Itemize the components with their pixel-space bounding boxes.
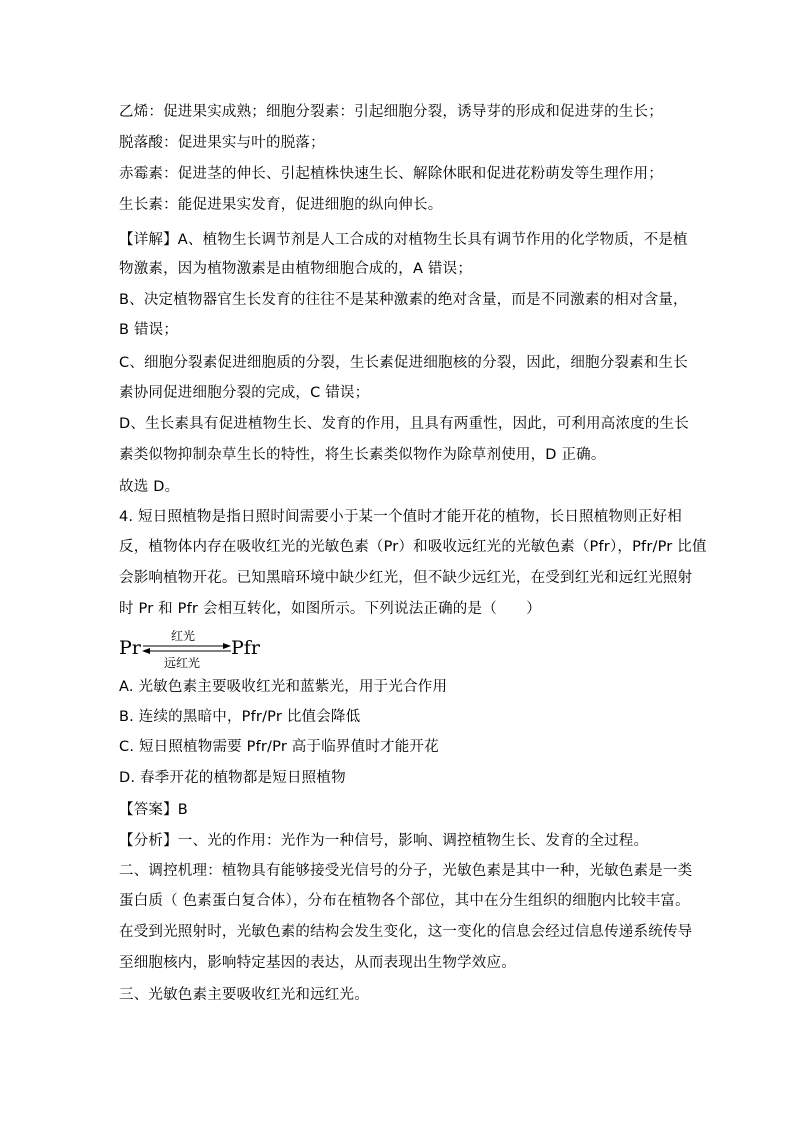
pr-pfr-conversion-diagram [119,628,279,670]
text-line: 【详解】A、植物生长调节剂是人工合成的对植物生长具有调节作用的化学物质，不是植 [119,232,688,248]
text-line: 乙烯：促进果实成熟；细胞分裂素：引起细胞分裂，诱导芽的形成和促进芽的生长； [119,104,663,120]
forward-arrow-head-icon [223,643,231,649]
text-line: C、细胞分裂素促进细胞质的分裂，生长素促进细胞核的分裂，因此，细胞分裂素和生长 [119,355,688,371]
diagram-left-label: Pr [119,637,141,659]
text-line: 至细胞核内，影响特定基因的表达，从而表现出生物学效应。 [119,955,516,971]
conversion-diagram-svg [119,628,279,670]
text-line: 4. 短日照植物是指日照时间需要小于某一个值时才能开花的植物，长日照植物则正好相 [119,509,682,525]
text-line: 故选 D。 [119,479,180,495]
text-line: 蛋白质（ 色素蛋白复合体），分布在植物各个部位，其中在分生组织的细胞内比较丰富。 [119,893,690,909]
text-line: D、生长素具有促进植物生长、发育的作用，且具有两重性，因此，可利用高浓度的生长 [119,416,689,432]
text-line: 赤霉素：促进茎的伸长、引起植株快速生长、解除休眠和促进花粉萌发等生理作用； [119,166,663,182]
text-line: 在受到光照射时，光敏色素的结构会发生变化，这一变化的信息会经过信息传递系统传导 [119,924,693,940]
text-line: 二、调控机理：植物具有能够接受光信号的分子，光敏色素是其中一种，光敏色素是一类 [119,863,693,879]
text-line: 会影响植物开花。已知黑暗环境中缺少红光，但不缺少远红光，在受到红光和远红光照射 [119,570,693,586]
text-line: 生长素：能促进果实发育，促进细胞的纵向伸长。 [119,197,443,213]
text-line: D. 春季开花的植物都是短日照植物 [119,770,346,786]
text-line: B. 连续的黑暗中，Pfr/Pr 比值会降低 [119,709,361,725]
diagram-top-label: 红光 [171,629,196,643]
text-line: 物激素，因为植物激素是由植物细胞合成的，A 错误； [119,261,473,277]
diagram-bottom-label: 远红光 [164,656,201,670]
reverse-arrow-head-icon [142,648,150,654]
text-line: 脱落酸：促进果实与叶的脱落； [119,135,325,151]
text-line: 【分析】一、光的作用：光作为一种信号，影响、调控植物生长、发育的全过程。 [119,833,649,849]
text-line: A. 光敏色素主要吸收红光和蓝紫光，用于光合作用 [119,679,448,695]
text-line: 时 Pr 和 Pfr 会相互转化，如图所示。下列说法正确的是（ ） [119,601,541,617]
text-line: B、决定植物器官生长发育的往往不是某种激素的绝对含量，而是不同激素的相对含量， [119,292,688,308]
text-line: 反，植物体内存在吸收红光的光敏色素（Pr）和吸收远红光的光敏色素（Pfr），Pfr/Pr 比值 [119,539,707,555]
diagram-right-label: Pfr [231,637,260,659]
text-line: 三、光敏色素主要吸收红光和远红光。 [119,987,369,1003]
text-line: B 错误； [119,322,179,338]
text-line: 素类似物抑制杂草生长的特性，将生长素类似物作为除草剂使用，D 正确。 [119,447,606,463]
text-line: C. 短日照植物需要 Pfr/Pr 高于临界值时才能开花 [119,739,439,755]
text-line: 素协同促进细胞分裂的完成，C 错误； [119,385,370,401]
text-line: 【答案】B [119,802,188,818]
